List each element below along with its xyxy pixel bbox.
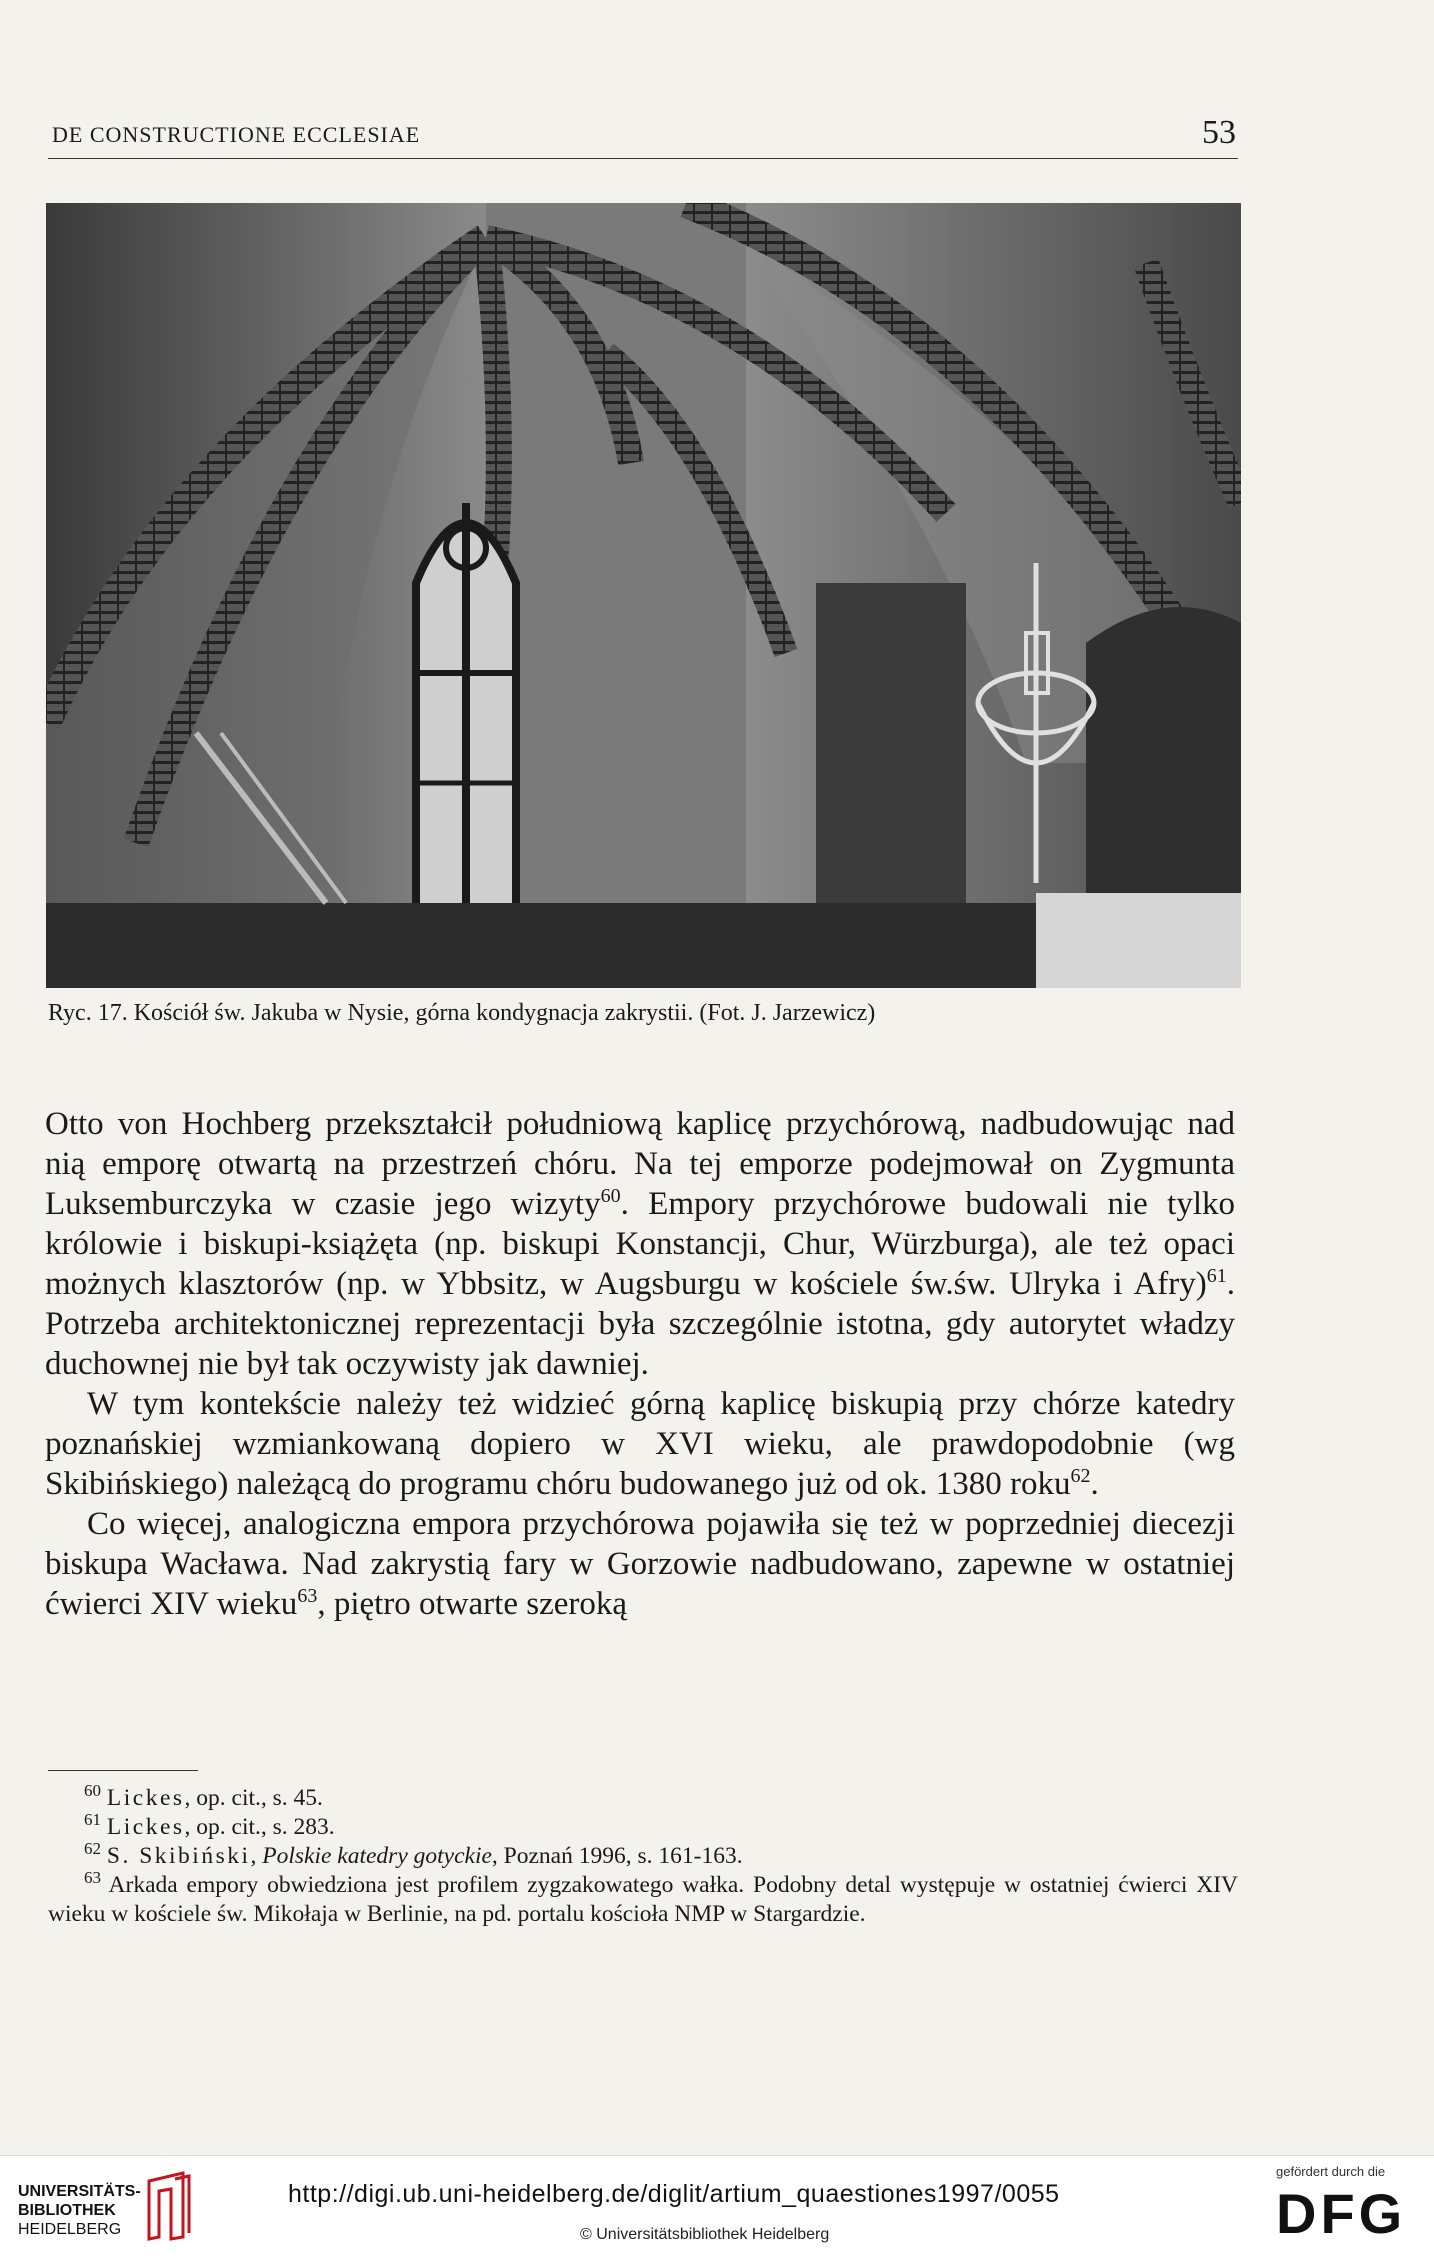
footnote-separator [48,1770,198,1771]
footnote-ref-62[interactable]: 62 [1070,1465,1091,1487]
permalink-url[interactable]: http://digi.ub.uni-heidelberg.de/diglit/artium_quaestiones1997/0055 [288,2180,1060,2208]
library-logo-icon [145,2171,191,2241]
funding-note: gefördert durch die [1276,2164,1386,2179]
library-name[interactable]: UNIVERSITÄTS- BIBLIOTHEK HEIDELBERG [18,2183,141,2238]
paragraph-2: W tym kontekście należy też widzieć górną kaplicę biskupią przy chórze katedry poznańskiej wzmiankowaną dopiero w XVI wieku, ale prawdopodobnie (wg Skibińskiego) należącą do programu chóru budowanego już od ok. 1380 roku$^{62}$. [45,1386,1235,1502]
footnote-60: $^{60}$ Lickes, op. cit., s. 45. [84,1781,323,1811]
footnote-63: $^{63}$ Arkada empory obwiedziona jest profilem zygzakowatego wałka. Podobny detal występuje w ostatniej ćwierci XIV wieku w kościele św. Mikołaja w Berlinie, na pd. portalu kościoła NMP w Stargardzie. [48,1868,1238,1927]
dfg-logo[interactable]: DFG [1276,2182,1407,2245]
footnote-61: $^{61}$ Lickes, op. cit., s. 283. [84,1810,335,1840]
paragraph-3: Co więcej, analogiczna empora przychórowa pojawiła się też w poprzedniej diecezji biskupa Wacława. Nad zakrystią fary w Gorzowie nadbudowano, zapewne w ostatniej ćwierci XIV wieku$^{63}$, piętro otwarte szeroką [45,1506,1235,1622]
body-text [45,1104,1235,1624]
page-number: 53 [1202,114,1236,151]
copyright-notice: © Universitätsbibliothek Heidelberg [580,2226,830,2243]
footnote-62: $^{62}$ S. Skibiński, Polskie katedry gotyckie, Poznań 1996, s. 161-163. [84,1839,743,1869]
footnote-ref-61[interactable]: 61 [1206,1265,1227,1287]
viewer-footer [0,2155,1434,2259]
footnote-ref-63[interactable]: 63 [297,1585,318,1607]
figure-photo [46,203,1241,988]
paragraph-1: Otto von Hochberg przekształcił południową kaplicę przychórową, nadbudowując nad nią emporę otwartą na przestrzeń chóru. Na tej emporze podejmował on Zygmunta Luksemburczyka w czasie jego wizyty$^{60}$. Empory przychórowe budowali nie tylko królowie i biskupi-książęta (np. biskupi Konstancji, Chur, Würzburga), ale też opaci możnych klasztorów (np. w Ybbsitz, w Augsburgu w kościele św.św. Ulryka i Afry)$^{61}$. Potrzeba architektonicznej reprezentacji była szczególnie istotna, gdy autorytet władzy duchownej nie był tak oczywisty jak dawniej. [45,1106,1235,1382]
footnotes [48,1781,1238,1929]
running-head [48,114,1238,159]
figure-caption: Ryc. 17. Kościół św. Jakuba w Nysie, górna kondygnacja zakrystii. (Fot. J. Jarzewicz) [48,1000,876,1026]
footnote-ref-60[interactable]: 60 [600,1185,621,1207]
running-title: DE CONSTRUCTIONE ECCLESIAE [52,122,421,147]
vault-photo-illustration [46,203,1241,988]
